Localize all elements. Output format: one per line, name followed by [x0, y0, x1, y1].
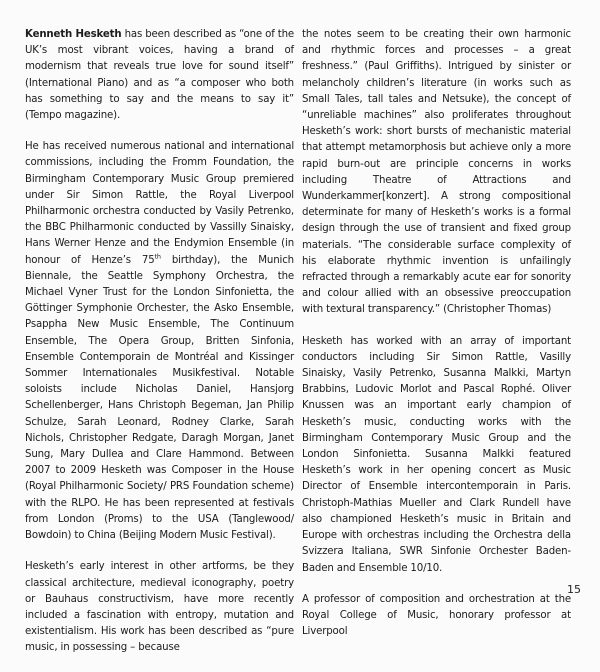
commissions-paragraph: [25, 139, 294, 544]
commissions-text-b: birthday), the Munich Biennale, the Seattle Symphony Orchestra, the Michael Vyner Trust for the London Sinfonietta, the Göttinger Symphonie Orchester, the Asko Ensemble, Psappha New Music Ensemble, The Continuum Ensemble, The Opera Group, Britten Sinfonia, Ensemble Contemporain de Montréal and Kissinger Sommer Internationales Musikfestival. Notable soloists include Nicholas Daniel, Hansjorg Schellenberger, Hans Christoph Begeman, Jan Philip Schulze, Sarah Leonard, Rodney Clarke, Sarah Nichols, Christopher Redgate, Daragh Morgan, Janet Sung, Mary Dullea and Clare Hammond. Between 2007 to 2009 Hesketh was Composer in the House (Royal Philharmonic Society/ PRS Foundation scheme) with the RLPO. He has been represented at festivals from London (Proms) to the USA (Tanglewood/ Bowdoin) to China (Beijing Modern Music Festival).: [25, 254, 294, 542]
commissions-text-a: He has received numerous national and international commissions, including the Fromm Foundation, the Birmingham Contemporary Music Group premiered under Sir Simon Rattle, the Royal Liverpool Philharmonic orchestra conducted by Vasily Petrenko, the BBC Philharmonic conducted by Vassilly Sinaisky, Hans Werner Henze and the Endymion Ensemble (in honour of Henze’s 75: [25, 141, 294, 266]
right-column: [302, 27, 571, 655]
page-number: 15: [567, 583, 581, 596]
professor-paragraph: A professor of composition and orchestration at the Royal College of Music, honorary professor at Liverpool: [302, 593, 571, 638]
conductors-paragraph: Hesketh has worked with an array of important conductors including Sir Simon Rattle, Vasilly Sinaisky, Vasily Petrenko, Susanna Malkki, Martyn Brabbins, Ludovic Morlot and Pascal Rophé. Oliver Knussen was an important early champion of Hesketh’s music, conducting works with the Birmingham Contemporary Music Group and the London Sinfonietta. Susanna Malkki featured Hesketh’s work in her opening concert as Music Director of Ensemble intercontemporain in Paris. Christoph-Mathias Mueller and Clark Rundell have also championed Hesketh’s music in Britain and Europe with orchestras including the Orchestra della Svizzera Italiana, SWR Sinfonie Orchester Baden-Baden and Ensemble 10/10.: [302, 335, 571, 574]
interests-paragraph: Hesketh’s early interest in other artforms, be they classical architecture, medieval iconography, poetry or Bauhaus constructivism, have more recently included a fascination with entropy, mutation and existentialism. His work has been described as “pure music, in possessing – because: [25, 561, 294, 654]
ordinal-suffix: th: [154, 252, 161, 261]
intro-paragraph: [25, 27, 294, 124]
left-column: [25, 27, 294, 672]
influences-paragraph: the notes seem to be creating their own harmonic and rhythmic forces and processes – a great freshness.” (Paul Griffiths). Intrigued by sinister or melancholy children’s literature (in works such as Small Tales, tall tales and Netsuke), the concept of “unreliable machines” also proliferates throughout Hesketh’s work: short bursts of mechanistic material that attempt metamorphosis but achieve only a more rapid burn-out are principle concerns in works including Theatre of Attractions and Wunderkammer[konzert]. A strong compositional determinate for many of Hesketh’s works is a formal design through the use of transient and fixed group materials. “The considerable surface complexity of his elaborate rhythmic invention is unfailingly refracted through a remarkably acute ear for sonority and colour allied with an obsessive preoccupation with textural transparency.” (Christopher Thomas): [302, 29, 571, 316]
intro-text: has been described as “one of the UK’s most vibrant voices, having a brand of modernism that reveals true love for sound itself” (International Piano) and as “a composer who both has something to say and the means to say it” (Tempo magazine).: [25, 29, 294, 122]
composer-name: Kenneth Hesketh: [25, 29, 122, 40]
